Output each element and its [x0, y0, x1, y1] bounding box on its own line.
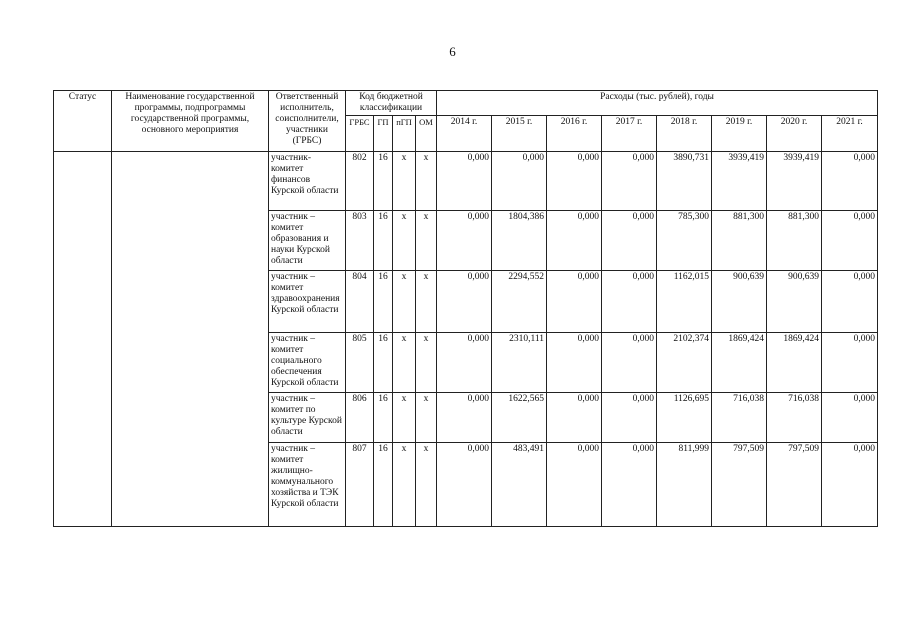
value-cell: 797,509	[712, 443, 767, 527]
header-status: Статус	[54, 91, 112, 152]
header-year: 2017 г.	[602, 116, 657, 152]
value-cell: 785,300	[657, 211, 712, 271]
header-expenses: Расходы (тыс. рублей), годы	[437, 91, 878, 116]
header-pgp: пГП	[393, 116, 416, 152]
value-cell: 1622,565	[492, 393, 547, 443]
executor-cell: участник – комитет образования и науки Курской области	[269, 211, 346, 271]
header-year: 2019 г.	[712, 116, 767, 152]
grbs-cell: 805	[346, 333, 374, 393]
value-cell: 0,000	[602, 333, 657, 393]
value-cell: 716,038	[767, 393, 822, 443]
gp-cell: 16	[374, 333, 393, 393]
page-number: 6	[449, 44, 456, 59]
om-cell: х	[416, 393, 437, 443]
value-cell: 0,000	[547, 333, 602, 393]
value-cell: 797,509	[767, 443, 822, 527]
value-cell: 0,000	[547, 443, 602, 527]
value-cell: 0,000	[492, 152, 547, 211]
value-cell: 0,000	[602, 271, 657, 333]
table-row	[54, 152, 878, 211]
value-cell: 3939,419	[712, 152, 767, 211]
header-program-name: Наименование государственной программы, подпрограммы государственной программы, основного мероприятия	[112, 91, 269, 152]
om-cell: х	[416, 443, 437, 527]
value-cell: 1804,386	[492, 211, 547, 271]
value-cell: 0,000	[437, 271, 492, 333]
header-budget-code: Код бюджетной классификации	[346, 91, 437, 116]
value-cell: 0,000	[437, 211, 492, 271]
gp-cell: 16	[374, 211, 393, 271]
value-cell: 2102,374	[657, 333, 712, 393]
pgp-cell: х	[393, 333, 416, 393]
value-cell: 0,000	[547, 211, 602, 271]
om-cell: х	[416, 333, 437, 393]
value-cell: 1869,424	[767, 333, 822, 393]
header-year: 2015 г.	[492, 116, 547, 152]
value-cell: 881,300	[767, 211, 822, 271]
header-om: ОМ	[416, 116, 437, 152]
gp-cell: 16	[374, 271, 393, 333]
value-cell: 0,000	[437, 333, 492, 393]
value-cell: 1126,695	[657, 393, 712, 443]
value-cell: 0,000	[547, 152, 602, 211]
value-cell: 716,038	[712, 393, 767, 443]
gp-cell: 16	[374, 393, 393, 443]
executor-cell: участник- комитет финансов Курской области	[269, 152, 346, 211]
value-cell: 0,000	[602, 443, 657, 527]
pgp-cell: х	[393, 152, 416, 211]
grbs-cell: 806	[346, 393, 374, 443]
grbs-cell: 802	[346, 152, 374, 211]
value-cell: 900,639	[767, 271, 822, 333]
header-year: 2016 г.	[547, 116, 602, 152]
om-cell: х	[416, 152, 437, 211]
budget-table	[53, 90, 878, 527]
value-cell: 0,000	[822, 271, 878, 333]
status-cell	[54, 152, 112, 527]
gp-cell: 16	[374, 443, 393, 527]
executor-cell: участник – комитет по культуре Курской области	[269, 393, 346, 443]
value-cell: 811,999	[657, 443, 712, 527]
value-cell: 1869,424	[712, 333, 767, 393]
value-cell: 0,000	[602, 393, 657, 443]
value-cell: 0,000	[602, 211, 657, 271]
value-cell: 0,000	[822, 211, 878, 271]
value-cell: 0,000	[437, 393, 492, 443]
value-cell: 900,639	[712, 271, 767, 333]
value-cell: 0,000	[547, 271, 602, 333]
executor-cell: участник – комитет жилищно-коммунального хозяйства и ТЭК Курской области	[269, 443, 346, 527]
executor-cell: участник – комитет здравоохранения Курской области	[269, 271, 346, 333]
pgp-cell: х	[393, 271, 416, 333]
value-cell: 881,300	[712, 211, 767, 271]
grbs-cell: 804	[346, 271, 374, 333]
pgp-cell: х	[393, 211, 416, 271]
om-cell: х	[416, 211, 437, 271]
value-cell: 1162,015	[657, 271, 712, 333]
pgp-cell: х	[393, 443, 416, 527]
program-name-cell	[112, 152, 269, 527]
header-year: 2018 г.	[657, 116, 712, 152]
grbs-cell: 807	[346, 443, 374, 527]
value-cell: 0,000	[547, 393, 602, 443]
value-cell: 3890,731	[657, 152, 712, 211]
value-cell: 0,000	[822, 393, 878, 443]
header-gp: ГП	[374, 116, 393, 152]
pgp-cell: х	[393, 393, 416, 443]
value-cell: 0,000	[437, 443, 492, 527]
value-cell: 2294,552	[492, 271, 547, 333]
value-cell: 3939,419	[767, 152, 822, 211]
header-year: 2020 г.	[767, 116, 822, 152]
value-cell: 0,000	[437, 152, 492, 211]
value-cell: 483,491	[492, 443, 547, 527]
header-grbs: ГРБС	[346, 116, 374, 152]
header-year: 2014 г.	[437, 116, 492, 152]
om-cell: х	[416, 271, 437, 333]
value-cell: 0,000	[602, 152, 657, 211]
executor-cell: участник – комитет социального обеспечения Курской области	[269, 333, 346, 393]
header-executor: Ответственный исполнитель, соисполнители, участники (ГРБС)	[269, 91, 346, 152]
value-cell: 2310,111	[492, 333, 547, 393]
gp-cell: 16	[374, 152, 393, 211]
value-cell: 0,000	[822, 333, 878, 393]
value-cell: 0,000	[822, 152, 878, 211]
grbs-cell: 803	[346, 211, 374, 271]
value-cell: 0,000	[822, 443, 878, 527]
header-year: 2021 г.	[822, 116, 878, 152]
